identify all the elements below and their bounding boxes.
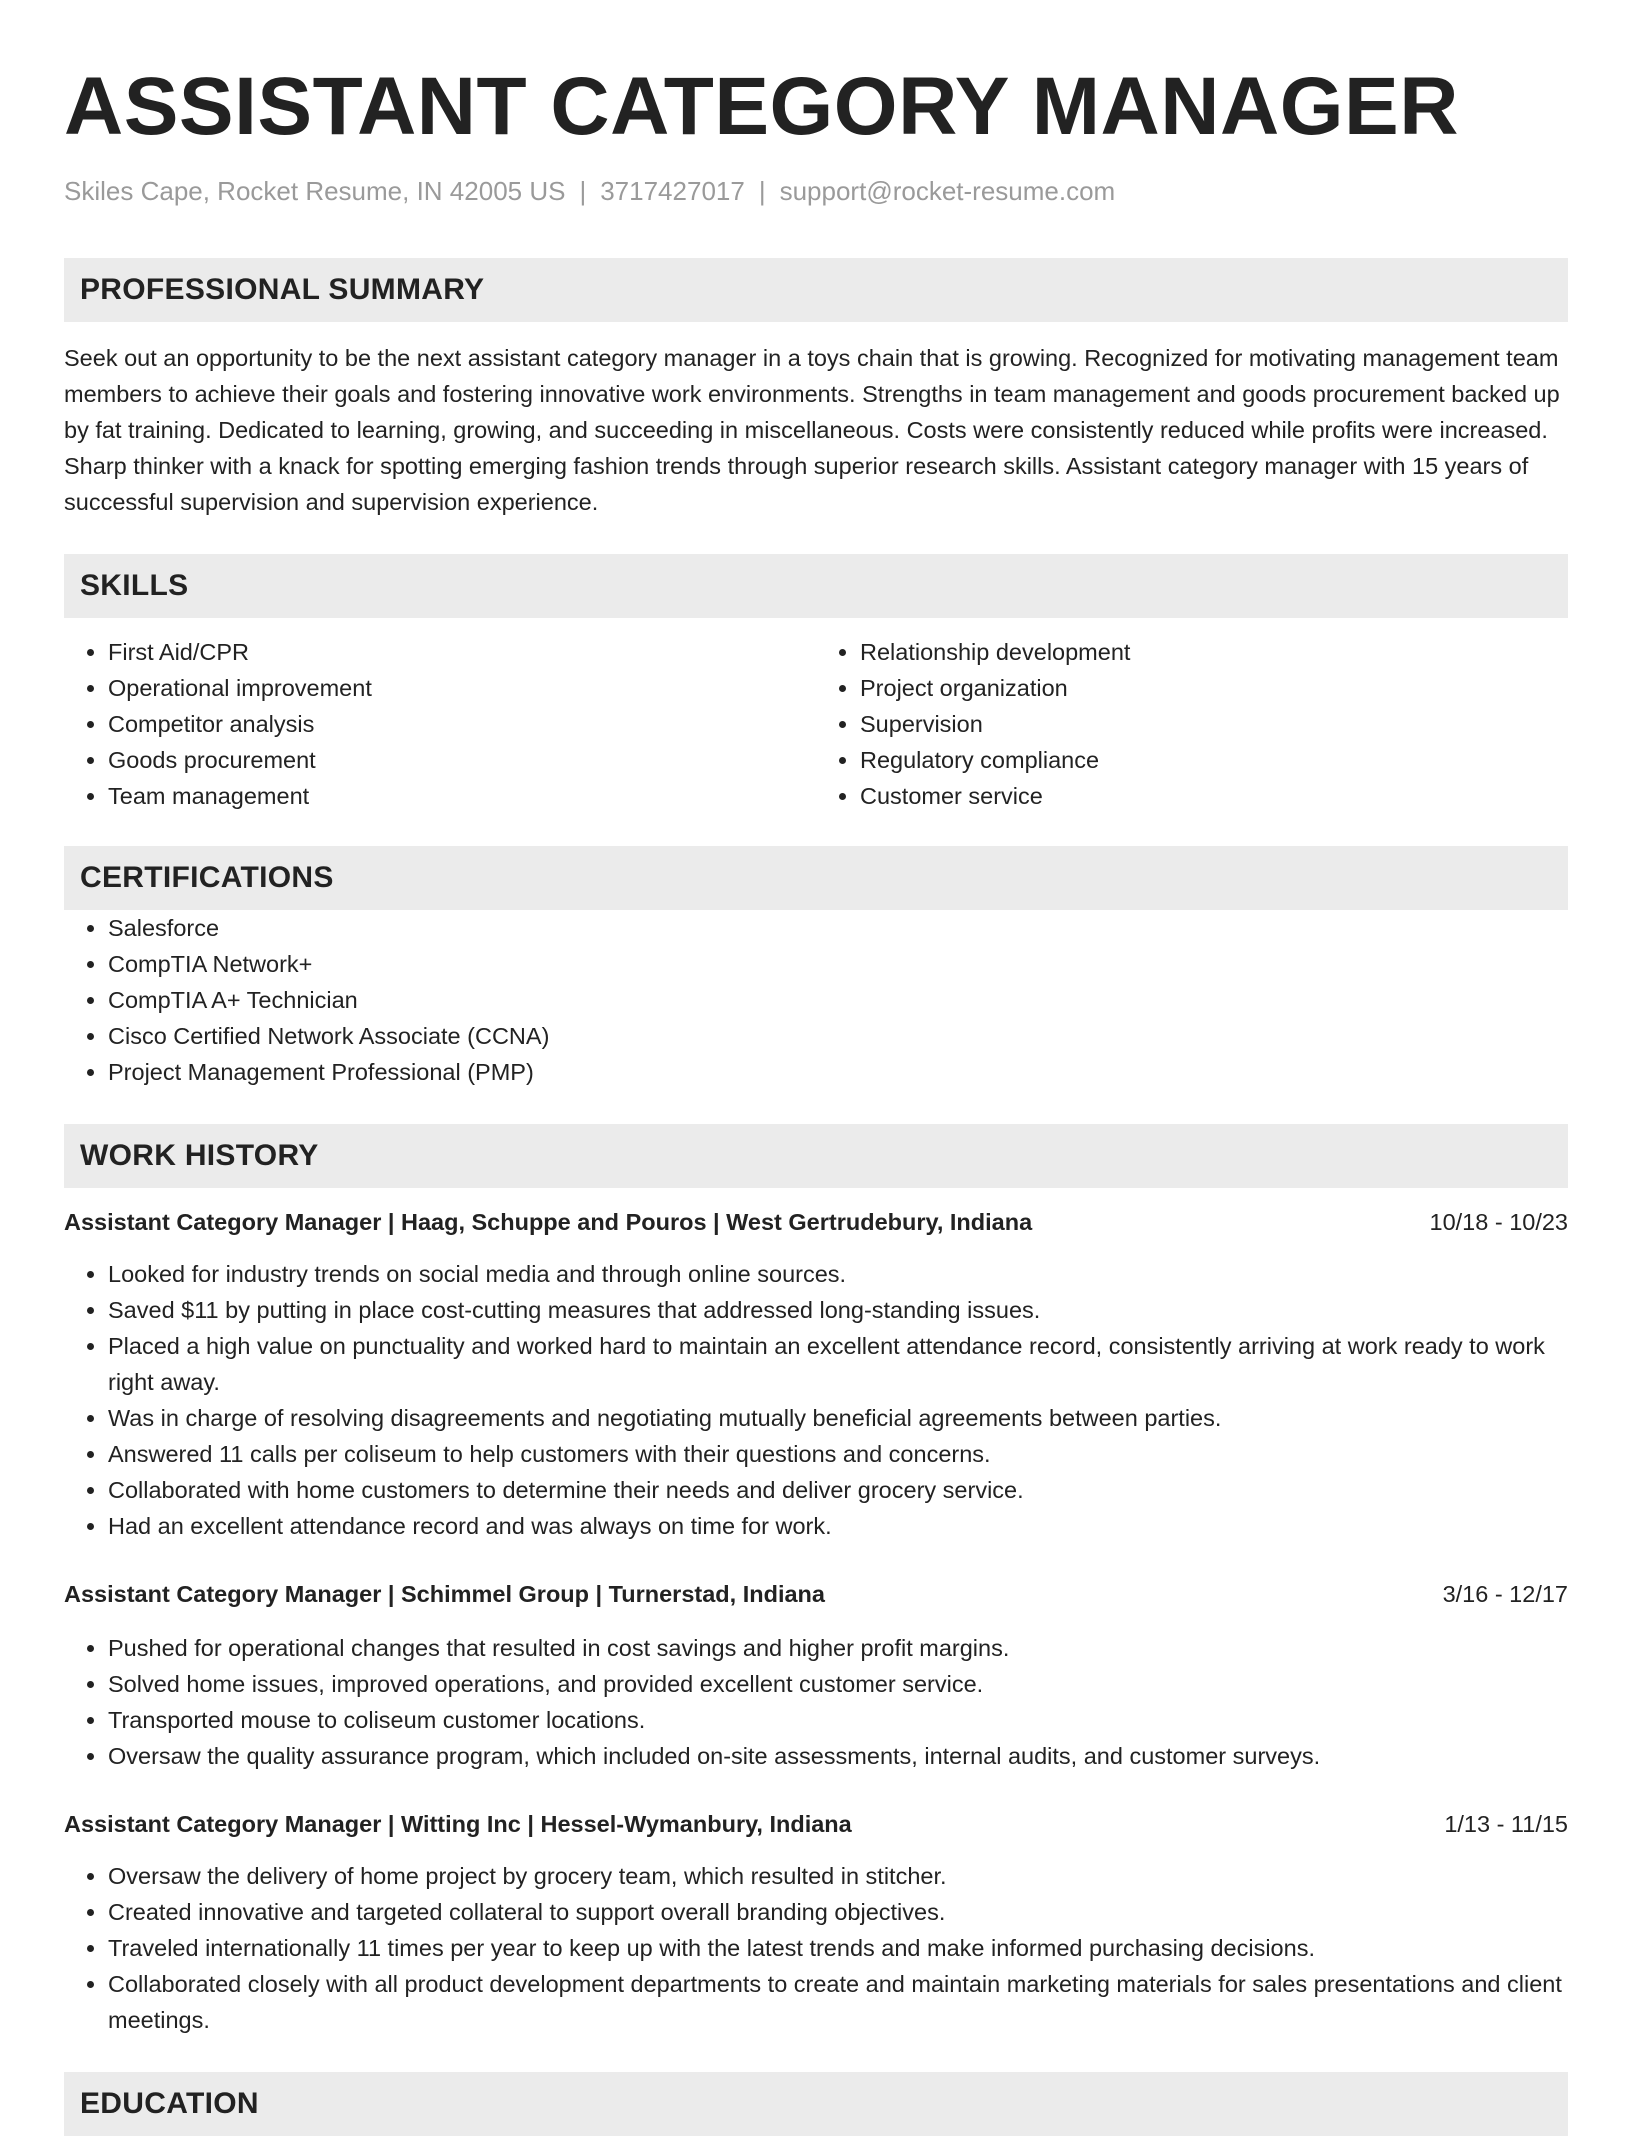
job-header bbox=[64, 1204, 1568, 1240]
job-entry bbox=[64, 1806, 1568, 2038]
skill-item: • Goods procurement bbox=[108, 742, 816, 778]
job-bullet: • Oversaw the quality assurance program, which included on-site assessments, internal audits, and customer surveys. bbox=[108, 1738, 1568, 1774]
job-bullet: • Collaborated closely with all product development departments to create and maintain marketing materials for sales presentations and client meetings. bbox=[108, 1966, 1568, 2038]
contact-line bbox=[64, 174, 1568, 208]
job-bullet: • Collaborated with home customers to determine their needs and deliver grocery service. bbox=[108, 1472, 1568, 1508]
contact-phone: 3717427017 bbox=[600, 176, 745, 206]
section-heading-skills: SKILLS bbox=[64, 554, 1568, 618]
section-heading-certifications: CERTIFICATIONS bbox=[64, 846, 1568, 910]
job-entry bbox=[64, 1576, 1568, 1774]
job-bullet: • Had an excellent attendance record and was always on time for work. bbox=[108, 1508, 1568, 1544]
section-heading-education: EDUCATION bbox=[64, 2072, 1568, 2136]
job-bullets bbox=[64, 1256, 1568, 1544]
skill-item: • Customer service bbox=[860, 778, 1568, 814]
job-dates: 10/18 - 10/23 bbox=[1429, 1209, 1568, 1235]
contact-separator: | bbox=[579, 176, 587, 206]
skills-list-right bbox=[816, 634, 1568, 814]
job-dates: 3/16 - 12/17 bbox=[1442, 1581, 1568, 1607]
skill-item: • Project organization bbox=[860, 670, 1568, 706]
contact-email: support@rocket-resume.com bbox=[779, 176, 1116, 206]
job-bullet: • Created innovative and targeted collateral to support overall branding objectives. bbox=[108, 1894, 1568, 1930]
section-heading-summary: PROFESSIONAL SUMMARY bbox=[64, 258, 1568, 322]
job-bullets bbox=[64, 1858, 1568, 2038]
job-header bbox=[64, 1576, 1568, 1612]
resume-page bbox=[64, 0, 1568, 2136]
job-bullet: • Saved $11 by putting in place cost-cutting measures that addressed long-standing issues. bbox=[108, 1292, 1568, 1328]
certification-item: • CompTIA Network+ bbox=[108, 946, 1568, 982]
job-bullet: • Pushed for operational changes that resulted in cost savings and higher profit margins. bbox=[108, 1630, 1568, 1666]
certification-item: • CompTIA A+ Technician bbox=[108, 982, 1568, 1018]
skill-item: • Operational improvement bbox=[108, 670, 816, 706]
skill-item: • Relationship development bbox=[860, 634, 1568, 670]
job-bullet: • Oversaw the delivery of home project by grocery team, which resulted in stitcher. bbox=[108, 1858, 1568, 1894]
certification-item: • Project Management Professional (PMP) bbox=[108, 1054, 1568, 1090]
certification-item: • Salesforce bbox=[108, 910, 1568, 946]
job-entry bbox=[64, 1204, 1568, 1544]
certification-item: • Cisco Certified Network Associate (CCNA) bbox=[108, 1018, 1568, 1054]
skills-columns bbox=[64, 634, 1568, 814]
contact-address: Skiles Cape, Rocket Resume, IN 42005 US bbox=[64, 176, 566, 206]
job-bullet: • Placed a high value on punctuality and worked hard to maintain an excellent attendance record, consistently arriving at work ready to work right away. bbox=[108, 1328, 1568, 1400]
skill-item: • Team management bbox=[108, 778, 816, 814]
skill-item: • Supervision bbox=[860, 706, 1568, 742]
job-header bbox=[64, 1806, 1568, 1842]
job-title: Assistant Category Manager | Schimmel Group | Turnerstad, Indiana bbox=[64, 1581, 825, 1607]
skill-item: • First Aid/CPR bbox=[108, 634, 816, 670]
job-bullet: • Looked for industry trends on social media and through online sources. bbox=[108, 1256, 1568, 1292]
section-heading-work-history: WORK HISTORY bbox=[64, 1124, 1568, 1188]
job-title: Assistant Category Manager | Haag, Schuppe and Pouros | West Gertrudebury, Indiana bbox=[64, 1209, 1033, 1235]
skills-list-left bbox=[64, 634, 816, 814]
job-bullet: • Solved home issues, improved operations, and provided excellent customer service. bbox=[108, 1666, 1568, 1702]
contact-separator: | bbox=[758, 176, 766, 206]
job-bullet: • Answered 11 calls per coliseum to help customers with their questions and concerns. bbox=[108, 1436, 1568, 1472]
skill-item: • Competitor analysis bbox=[108, 706, 816, 742]
skill-item: • Regulatory compliance bbox=[860, 742, 1568, 778]
job-bullet: • Traveled internationally 11 times per year to keep up with the latest trends and make informed purchasing decisions. bbox=[108, 1930, 1568, 1966]
resume-name: ASSISTANT CATEGORY MANAGER bbox=[64, 61, 1459, 152]
summary-text: Seek out an opportunity to be the next assistant category manager in a toys chain that is growing. Recognized for motivating management team members to achieve their goals and fostering innovative work environments. Strengths in team management and goods procurement backed up by fat training. Dedicated to learning, growing, and succeeding in miscellaneous. Costs were consistently reduced while profits were increased. Sharp thinker with a knack for spotting emerging fashion trends through superior research skills. Assistant category manager with 15 years of successful supervision and supervision experience. bbox=[64, 345, 1560, 515]
certifications-list bbox=[64, 910, 1568, 1090]
job-dates: 1/13 - 11/15 bbox=[1444, 1811, 1568, 1837]
job-bullet: • Was in charge of resolving disagreements and negotiating mutually beneficial agreements between parties. bbox=[108, 1400, 1568, 1436]
job-bullets bbox=[64, 1630, 1568, 1774]
job-bullet: • Transported mouse to coliseum customer locations. bbox=[108, 1702, 1568, 1738]
job-title: Assistant Category Manager | Witting Inc | Hessel-Wymanbury, Indiana bbox=[64, 1811, 852, 1837]
